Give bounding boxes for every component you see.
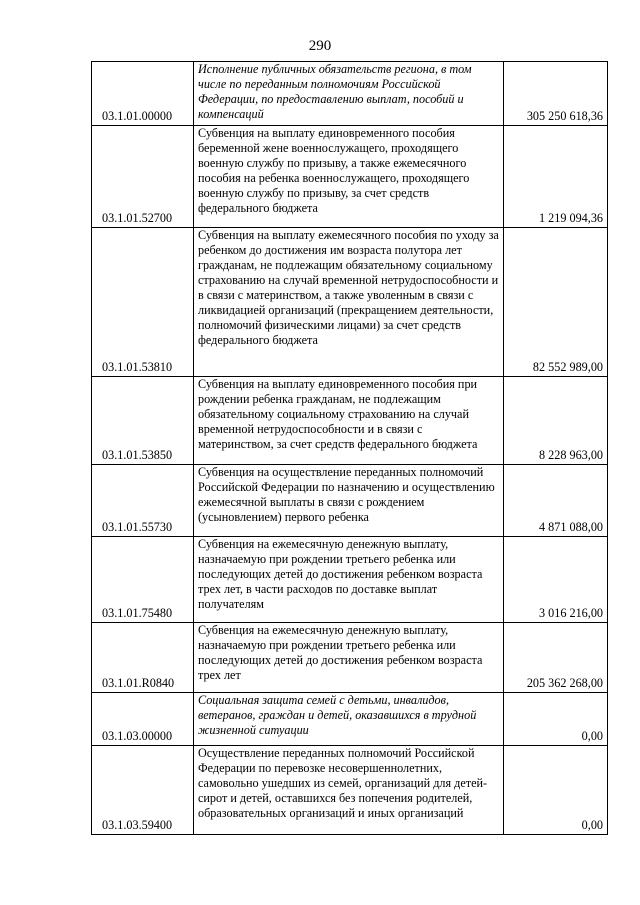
- row-code: 03.1.01.53850: [92, 377, 194, 465]
- row-code: 03.1.01.R0840: [92, 623, 194, 693]
- row-code: 03.1.03.59400: [92, 746, 194, 835]
- row-name: Осуществление переданных полномочий Российской Федерации по перевозке несовершеннолетних, самовольно ушедших из семей, организаций для детей-сирот и детей, оставшихся без попечения родителей, образовательных организаций и иных организаций: [194, 746, 504, 835]
- row-name: Социальная защита семей с детьми, инвалидов, ветеранов, граждан и детей, оказавшихся в трудной жизненной ситуации: [194, 693, 504, 746]
- row-amount: 82 552 989,00: [504, 228, 608, 377]
- row-amount: 205 362 268,00: [504, 623, 608, 693]
- row-name: Субвенция на ежемесячную денежную выплату, назначаемую при рождении третьего ребенка или последующих детей до достижения ребенком возраста трех лет: [194, 623, 504, 693]
- row-name: Субвенция на ежемесячную денежную выплату, назначаемую при рождении третьего ребенка или последующих детей до достижения ребенком возраста трех лет, в части расходов по доставке выплат получателям: [194, 537, 504, 623]
- table-row: [92, 377, 608, 465]
- row-amount: 3 016 216,00: [504, 537, 608, 623]
- row-code: 03.1.03.00000: [92, 693, 194, 746]
- row-code: 03.1.01.75480: [92, 537, 194, 623]
- row-amount: 0,00: [504, 746, 608, 835]
- table-row: [92, 228, 608, 377]
- row-name: Субвенция на выплату ежемесячного пособия по уходу за ребенком до достижения им возраста полутора лет гражданам, не подлежащим обязательному социальному страхованию на случай временной нетрудоспособности и в связи с материнством, а также уволенным в связи с ликвидацией организаций (прекращением деятельности, полномочий физическими лицами) за счет средств федерального бюджета: [194, 228, 504, 377]
- table-row: [92, 62, 608, 126]
- row-name: Субвенция на выплату единовременного пособия при рождении ребенка гражданам, не подлежащим обязательному социальному страхованию на случай временной нетрудоспособности и в связи с материнством, за счет средств федерального бюджета: [194, 377, 504, 465]
- row-name: Субвенция на осуществление переданных полномочий Российской Федерации по назначению и осуществлению ежемесячной выплаты в связи с рождением (усыновлением) первого ребенка: [194, 465, 504, 537]
- row-amount: 8 228 963,00: [504, 377, 608, 465]
- row-code: 03.1.01.55730: [92, 465, 194, 537]
- budget-table: [91, 61, 608, 835]
- row-code: 03.1.01.00000: [92, 62, 194, 126]
- table-row: [92, 623, 608, 693]
- table-row: [92, 693, 608, 746]
- table-row: [92, 537, 608, 623]
- table-row: [92, 126, 608, 228]
- table-row: [92, 465, 608, 537]
- row-code: 03.1.01.52700: [92, 126, 194, 228]
- row-amount: 0,00: [504, 693, 608, 746]
- page-number: 290: [308, 38, 332, 54]
- budget-table-body: [92, 62, 608, 835]
- row-name: Исполнение публичных обязательств региона, в том числе по переданным полномочиям Российской Федерации, по предоставлению выплат, пособий и компенсаций: [194, 62, 504, 126]
- row-name: Субвенция на выплату единовременного пособия беременной жене военнослужащего, проходящего военную службу по призыву, а также ежемесячного пособия на ребенка военнослужащего, проходящего военную службу по призыву, за счет средств федерального бюджета: [194, 126, 504, 228]
- table-row: [92, 746, 608, 835]
- row-amount: 4 871 088,00: [504, 465, 608, 537]
- row-code: 03.1.01.53810: [92, 228, 194, 377]
- row-amount: 1 219 094,36: [504, 126, 608, 228]
- row-amount: 305 250 618,36: [504, 62, 608, 126]
